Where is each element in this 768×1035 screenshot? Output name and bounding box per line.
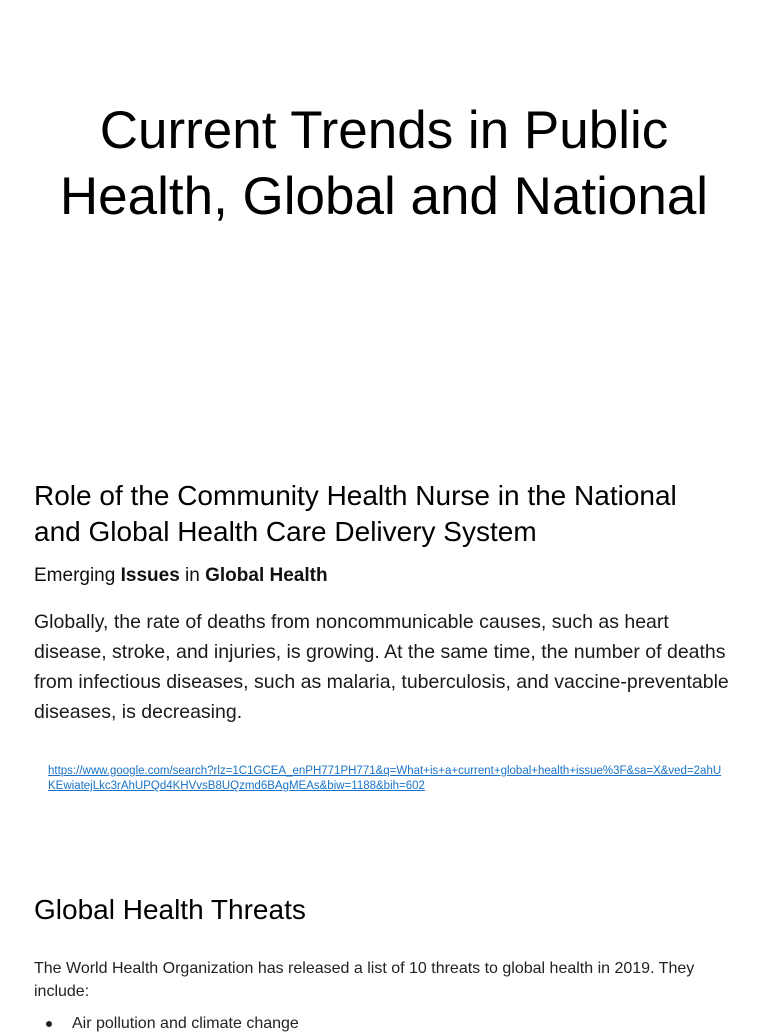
subheading-part-3: in xyxy=(179,565,206,586)
subheading-part-2: Issues xyxy=(120,565,180,586)
threats-section-heading: Global Health Threats xyxy=(34,894,306,925)
bullet-icon xyxy=(46,1021,52,1027)
title-line-1: Current Trends in Public xyxy=(99,101,669,160)
role-heading-line-2: and Global Health Care Delivery System xyxy=(34,516,537,547)
title-line-2: Health, Global and National xyxy=(59,167,709,226)
threat-item-label: Air pollution and climate change xyxy=(72,1015,299,1032)
global-health-paragraph: Globally, the rate of deaths from noncommunicable causes, such as heart disease, stroke, and injuries, is growing. At the same time, the number of deaths from infectious diseases, such as malaria, tuberculosis, and vaccine-preventable diseases, is decreasing. xyxy=(34,611,729,723)
source-link[interactable]: https://www.google.com/search?rlz=1C1GCEA_enPH771PH771&q=What+is+a+current+global+health+issue%3F&sa=X&ved=2ahUKEwiatejLkc3rAhUPQd4KHVvsB8UQzmd6BAgMEAs&biw=1188&bih=602 xyxy=(48,765,722,792)
document-title xyxy=(20,98,748,230)
emerging-issues-subheading xyxy=(34,563,328,589)
subheading-part-4: Global Health xyxy=(205,565,328,586)
threats-intro-paragraph: The World Health Organization has released a list of 10 threats to global health in 2019. They include: xyxy=(34,960,695,1000)
role-section-heading xyxy=(34,478,744,550)
role-heading-line-1: Role of the Community Health Nurse in the National xyxy=(34,480,677,511)
subheading-part-1: Emerging xyxy=(34,565,121,586)
